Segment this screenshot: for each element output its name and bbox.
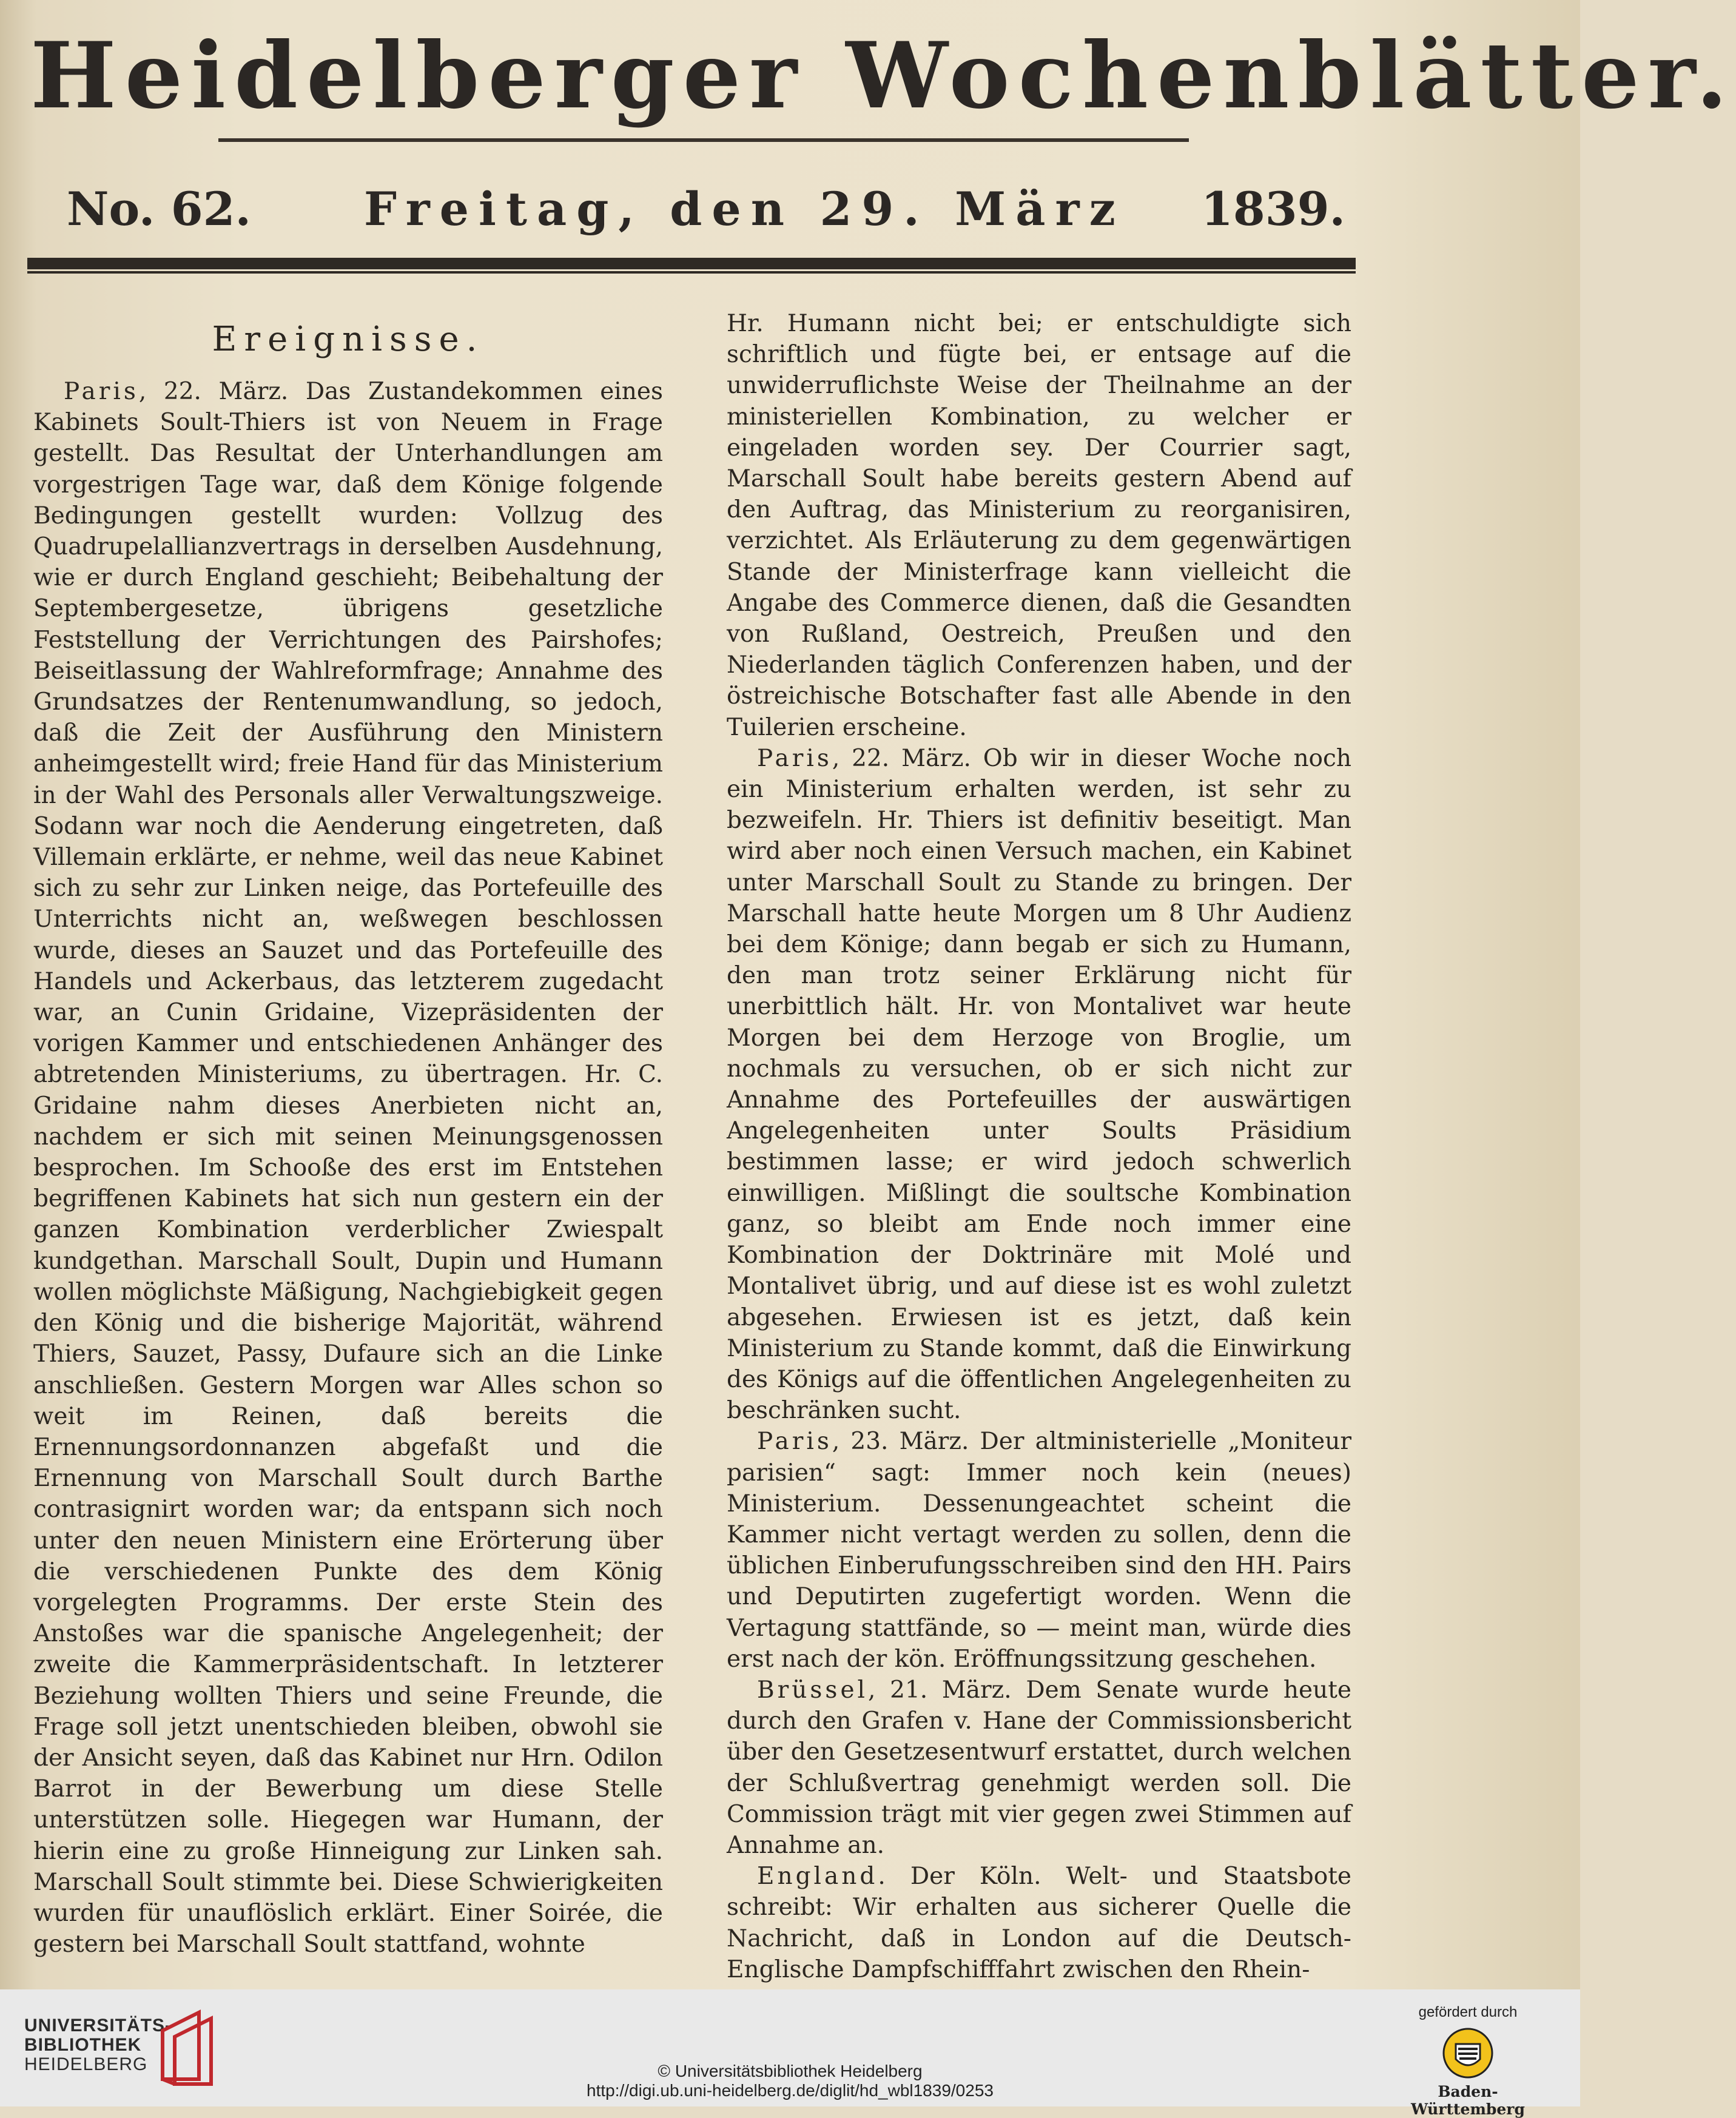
sponsor-label: gefördert durch [1418,2004,1518,2020]
article-paragraph: Hr. Humann nicht bei; er entschuldigte sich schriftlich und fügte bei, er entsage auf die unwiderruflichste Weise der Theilnahme an der ministeriellen Kombination, zu welcher er eingeladen worden sey. Der Courrier sagt, Marschall Soult habe bereits gestern Abend auf den Auftrag, das Ministerium zu reorganisiren, verzichtet. Als Erläuterung zu dem gegenwärtigen Stande der Ministerfrage kann vielleicht die Angabe des Commerce dienen, daß die Gesandten von Rußland, Oestreich, Preußen und den Niederlanden täglich Conferenzen haben, und der östreichische Botschafter fast alle Abende in den Tuilerien erscheine. [727,310,1351,741]
logo-line: BIBLIOTHEK [24,2035,142,2055]
library-footer [0,1989,1580,2118]
article-paragraph [727,1675,1351,1861]
issue-line [67,170,1345,249]
masthead-divider [218,138,1189,142]
article-text: , 22. März. Ob wir in dieser Woche noch ein Ministerium erhalten werden, ist sehr zu bezweifeln. Hr. Thiers ist definitiv beseitigt. Man wird aber noch einen Versuch machen, ein Kabinet unter Marschall Soult zu Stande zu bringen. Der Marschall hatte heute Morgen um 8 Uhr Audienz bei dem Könige; dann begab er sich zu Humann, den man trotz seiner Erklärung nicht für unerbittlich hält. Hr. von Montalivet war heute Morgen bei dem Herzoge von Broglie, um nochmals zu versuchen, ob er sich nicht zur Annahme des Portefeuilles der auswärtigen Angelegenheiten unter Soults Präsidium bestimmen lasse; er wird jedoch schwerlich einwilligen. Mißlingt die soultsche Kombination ganz, so bleibt am Ende noch immer eine Kombination der Doktrinäre mit Molé und Montalivet übrig, und auf diese ist es wohl zuletzt abgesehen. Erwiesen ist es jetzt, daß kein Ministerium zu Stande kommt, daß die Einwirkung des Königs auf die öffentlichen Angelegenheiten zu beschränken sucht. [727,744,1351,1425]
article-text: , 22. März. Das Zustandekommen eines Kabinets Soult-Thiers ist von Neuem in Frage gestellt. Das Resultat der Unterhandlungen am vorgestrigen Tage war, daß dem Könige folgende Bedingungen gestellt wurden: Vollzug des Quadrupelallianzvertrags in derselben Ausdehnung, wie er durch England geschieht; Beibehaltung der Septembergesetze, übrigens gesetzliche Feststellung der Verrichtungen des Pairshofes; Beiseitlassung der Wahlreformfrage; Annahme des Grundsatzes der Rentenumwandlung, so jedoch, daß die Zeit der Ausführung den Ministern anheimgestellt wird; freie Hand für das Ministerium in der Wahl des Personals aller Verwaltungszweige. Sodann war noch die Aenderung eingetreten, daß Villemain erklärte, er nehme, weil das neue Kabinet sich zu sehr zur Linken neige, das Portefeuille des Unterrichts nicht an, weßwegen beschlossen wurde, dieses an Sauzet und das Portefeuille des Handels und Ackerbaus, das letzterem zugedacht war, an Cunin Gridaine, Vizepräsidenten der vorigen Kammer und entschiedenen Anhänger des abtretenden Ministeriums, zu übertragen. Hr. C. Gridaine nahm dieses Anerbieten nicht an, nachdem er sich mit seinen Meinungsgenossen besprochen. Im Schooße des erst im Entstehen begriffenen Kabinets hat sich nun gestern ein der ganzen Kombination verderblicher Zwiespalt kundgethan. Marschall Soult, Dupin und Humann wollen möglichste Mäßigung, Nachgiebigkeit gegen den König und die bisherige Majorität, während Thiers, Sauzet, Passy, Dufaure sich an die Linke anschließen. Gestern Morgen war Alles schon so weit im Reinen, daß bereits die Ernennungsordonnanzen abgefaßt und die Ernennung von Marschall Soult durch Barthe contrasignirt worden war; da entspann sich noch unter den neuen Ministern eine Erörterung über die verschiedenen Punkte des dem König vorgelegten Programms. Der erste Stein des Anstoßes war die spanische Angelegenheit; der zweite die Kammerpräsidentschaft. In letzterer Beziehung wollten Thiers und seine Freunde, die Frage soll jetzt unentschieden bleiben, obwohl sie der Ansicht seyen, daß das Kabinet nur Hrn. Odilon Barrot in der Bewerbung um diese Stelle unterstützen solle. Hiegegen war Humann, der hierin eine zu große Hinneigung zur Linken sah. Marschall Soult stimmte bei. Diese Schwierigkeiten wurden für unauflöslich erklärt. Einer Soirée, die gestern bei Marschall Soult stattfand, wohnte [33,378,663,1958]
state-seal-icon [1442,2026,1493,2080]
article-text: , 21. März. Dem Senate wurde heute durch den Grafen v. Hane der Commissionsbericht über den Gesetzesentwurf erstattet, durch welchen der Schlußvertrag genehmigt werden soll. Die Commission trägt mit vier gegen zwei Stimmen auf Annahme an. [727,1676,1351,1859]
dateline-place: Brüssel [757,1676,869,1704]
header-rule-thin [27,271,1356,274]
logo-line: UNIVERSITÄTS- [24,2015,172,2036]
section-heading: Ereignisse. [212,320,485,359]
article-text: , 23. März. Der altministerielle „Moniteur parisien“ sagt: Immer noch kein (neues) Ministerium. Dessenungeachtet scheint die Kammer nicht vertagt werden zu sollen, denn die üblichen Einberufungsschreiben sind den HH. Pairs und Deputirten zugefertigt worden. Wenn die Vertagung stattfände, so — meint man, würde dies erst nach der kön. Eröffnungssitzung geschehen. [727,1428,1351,1673]
right-column [727,308,1351,1983]
source-url-link[interactable]: http://digi.ub.uni-heidelberg.de/diglit/hd_wbl1839/0253 [587,2081,994,2100]
issue-number: No. 62. [67,182,251,236]
logo-line: HEIDELBERG [24,2054,148,2074]
left-column [33,315,663,1958]
sponsor-name: Baden-Württemberg [1411,2083,1525,2118]
dateline-place: Paris [757,744,832,772]
article-paragraph [727,743,1351,1426]
article-text: . Der Köln. Welt- und Staatsbote schreibt: Wir erhalten aus sicherer Quelle die Nachricht, daß in London auf die Deutsch-Englische Dampfschifffahrt zwischen den Rhein- [727,1863,1351,1983]
article-paragraph [727,1861,1351,1985]
dateline-place: England [757,1863,878,1891]
header-rule [27,258,1356,269]
article-paragraph [33,376,663,1960]
issue-year: 1839. [1201,182,1345,236]
article-paragraph [727,1426,1351,1675]
dateline-place: Paris [64,378,139,405]
copyright-notice: © Universitätsbibliothek Heidelberg [658,2062,923,2080]
issue-date: Freitag, den 29. März [364,182,1125,236]
masthead-title: Heidelberger Wochenblätter. [30,22,1736,129]
dateline-place: Paris [757,1428,832,1456]
